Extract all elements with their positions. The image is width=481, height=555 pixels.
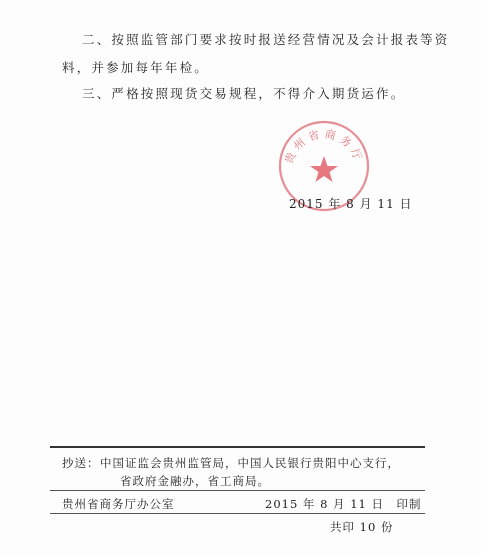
paragraph-2-line-1: 二、按照监管部门要求按时报送经营情况及会计报表等资 [82, 32, 450, 47]
issuer: 贵州省商务厅办公室 [62, 497, 175, 511]
paragraph-2-line-2: 料，并参加每年年检。 [62, 60, 210, 75]
footer-middle-rule [50, 490, 425, 491]
paragraph-3-line-1: 三、严格按照现货交易规程，不得介入期货运作。 [82, 86, 406, 101]
print-date: 2015 年 8 月 11 日 印制 [265, 497, 422, 511]
cc-line-2: 省政府金融办，省工商局。 [120, 474, 270, 488]
seal-text: 贵州省商务厅 [282, 127, 366, 166]
cc-label: 抄送： [62, 456, 100, 470]
footer-bottom-rule [50, 513, 425, 514]
copies-count: 共印 10 份 [330, 520, 394, 534]
signature-date: 2015 年 8 月 11 日 [289, 197, 413, 211]
footer-top-rule [50, 446, 425, 448]
cc-line-1: 中国证监会贵州监管局，中国人民银行贵阳中心支行， [100, 456, 400, 470]
seal-star [310, 156, 338, 182]
